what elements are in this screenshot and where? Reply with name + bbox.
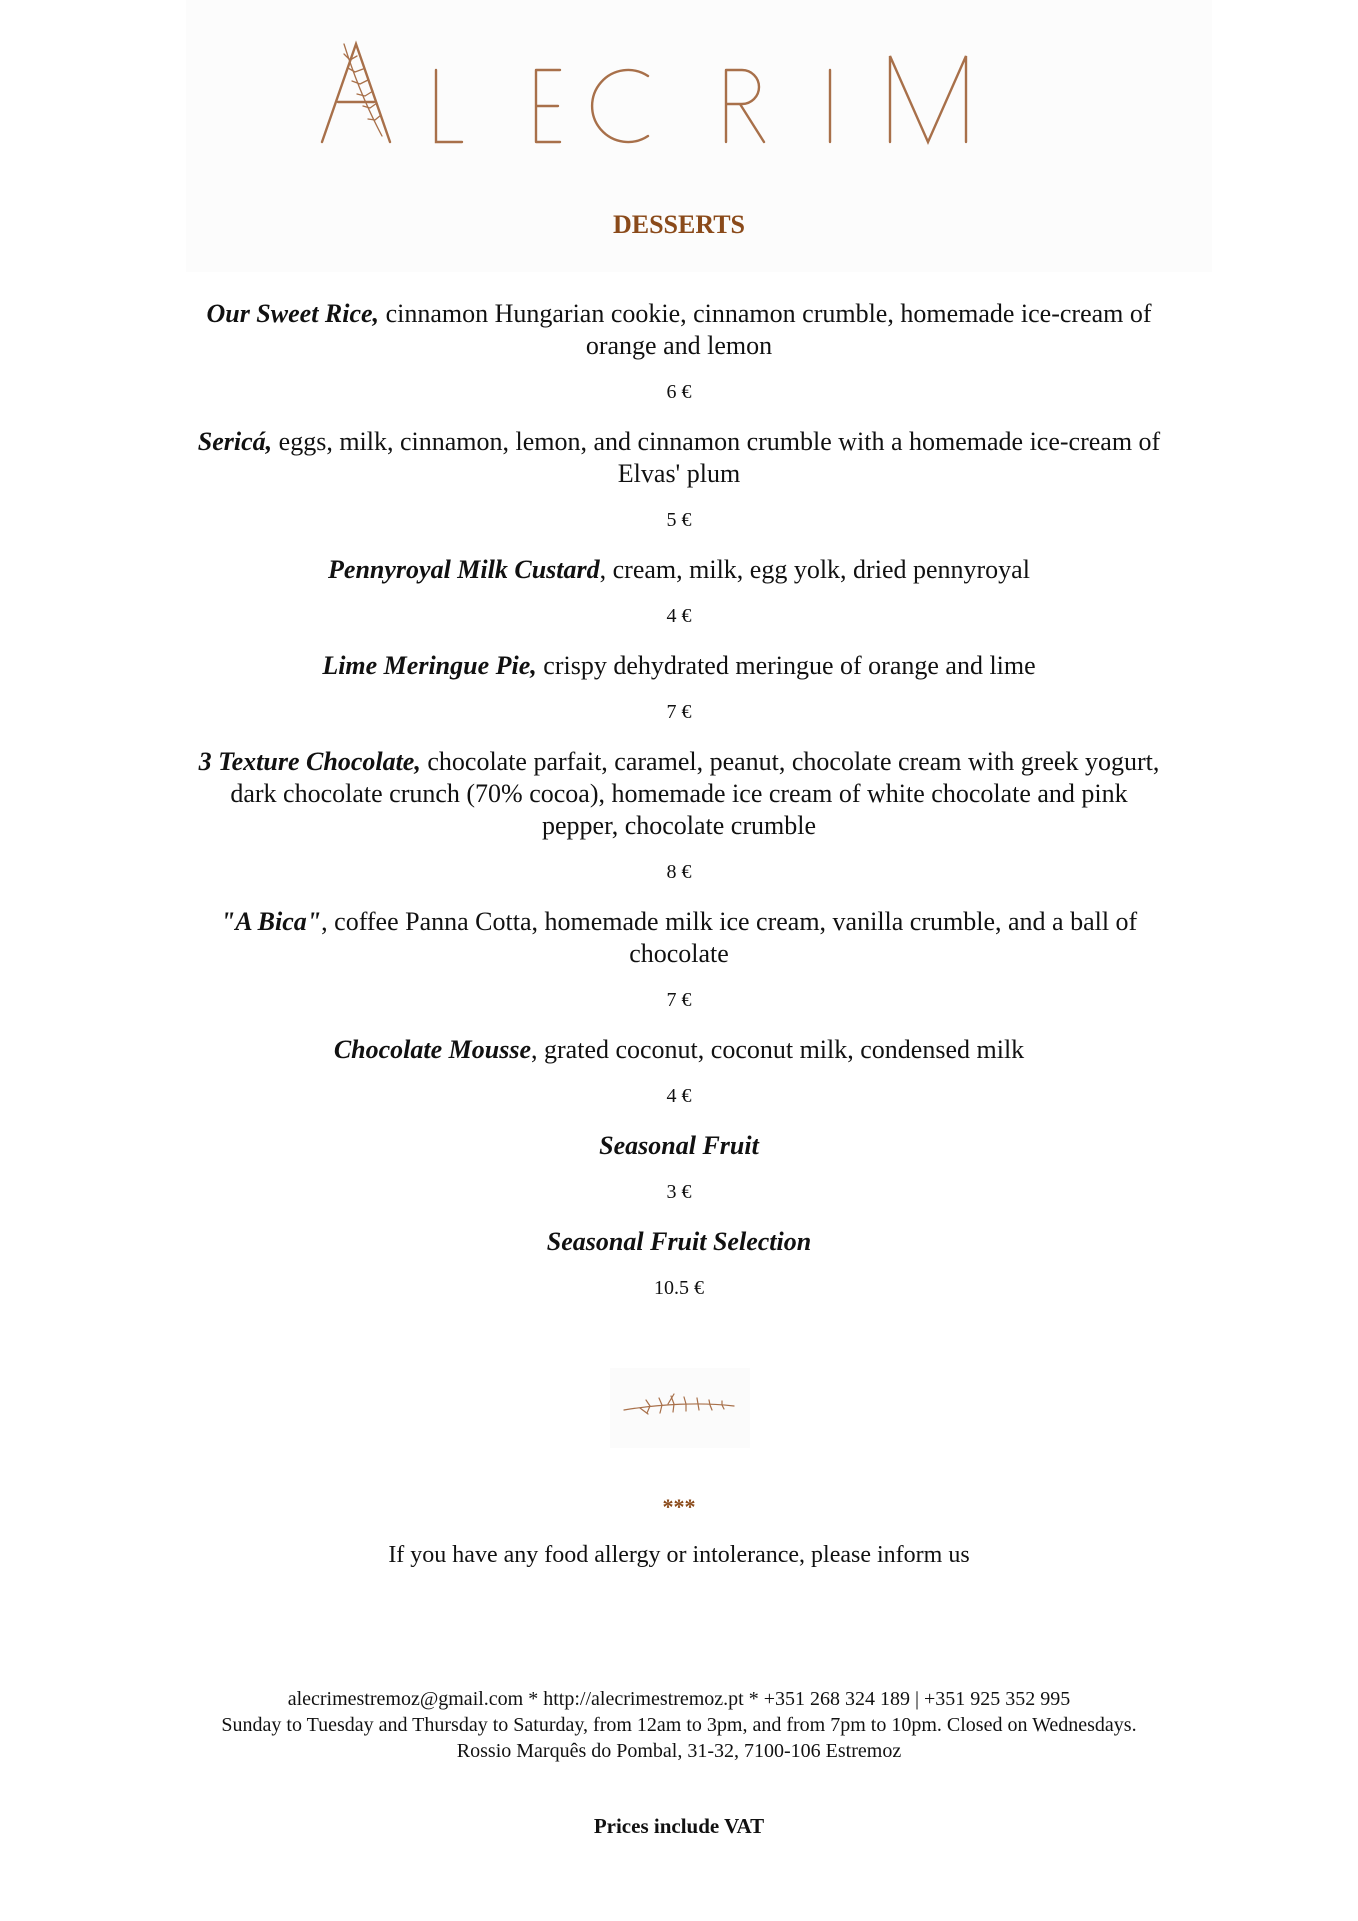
- footer-address: Rossio Marquês do Pombal, 31-32, 7100-106 Estremoz: [456, 1740, 902, 1762]
- menu-item: [190, 298, 1168, 404]
- menu-item: [190, 554, 1168, 628]
- item-price: 10.5 €: [654, 1277, 704, 1299]
- item-price: 4 €: [666, 605, 692, 627]
- menu-item: [190, 746, 1168, 884]
- item-price: 6 €: [666, 381, 692, 403]
- menu-item: [190, 1034, 1168, 1108]
- item-price: 3 €: [666, 1181, 692, 1203]
- footer-contact: alecrimestremoz@gmail.com * http://alecrimestremoz.pt * +351 268 324 189 | +351 925 352 995: [287, 1688, 1071, 1710]
- item-description: , cream, milk, egg yolk, dried pennyroyal: [599, 555, 1030, 584]
- logo-letter-m: [890, 56, 966, 142]
- item-description: crispy dehydrated meringue of orange and lime: [536, 651, 1036, 680]
- item-description: , coffee Panna Cotta, homemade milk ice cream, vanilla crumble, and a ball of chocolate: [321, 907, 1138, 968]
- logo-letters: [322, 44, 966, 142]
- rosemary-sprig-icon: [610, 1368, 750, 1448]
- allergy-note: If you have any food allergy or intolerance, please inform us: [388, 1542, 970, 1568]
- logo-letter-a: [322, 44, 390, 142]
- item-name: Lime Meringue Pie,: [322, 651, 537, 680]
- item-description: chocolate parfait, caramel, peanut, chocolate cream with greek yogurt, dark chocolate crunch (70% cocoa), homemade ice cream of white chocolate and pink pepper, chocolate crumble: [230, 747, 1160, 840]
- item-price: 5 €: [666, 509, 692, 531]
- menu-item: [190, 650, 1168, 724]
- item-name: Chocolate Mousse: [333, 1035, 532, 1064]
- logo-letter-c: [592, 70, 648, 142]
- menu-item: [190, 906, 1168, 1012]
- menu-item: [190, 1226, 1168, 1300]
- item-name: 3 Texture Chocolate,: [198, 747, 421, 776]
- item-name: Pennyroyal Milk Custard: [328, 555, 600, 584]
- item-name: Our Sweet Rice,: [206, 299, 380, 328]
- item-description: eggs, milk, cinnamon, lemon, and cinnamon crumble with a homemade ice-cream of Elvas' plum: [272, 427, 1161, 488]
- dessert-menu: [190, 298, 1168, 1322]
- vat-note: Prices include VAT: [593, 1814, 765, 1838]
- item-price: 7 €: [666, 989, 692, 1011]
- item-name: Seasonal Fruit Selection: [546, 1227, 812, 1256]
- logo-letter-l: [436, 70, 462, 142]
- alecrim-logo: [310, 36, 1090, 156]
- logo-letter-e: [536, 70, 560, 142]
- item-price: 8 €: [666, 861, 692, 883]
- item-name: "A Bica": [220, 907, 322, 936]
- footer: [205, 1686, 1153, 1764]
- item-name: Seasonal Fruit: [599, 1131, 759, 1160]
- item-description: cinnamon Hungarian cookie, cinnamon crumble, homemade ice-cream of orange and lemon: [379, 299, 1152, 360]
- item-name: Sericá,: [197, 427, 273, 456]
- menu-item: [190, 1130, 1168, 1204]
- item-description: , grated coconut, coconut milk, condensed milk: [531, 1035, 1025, 1064]
- footer-hours: Sunday to Tuesday and Thursday to Saturday, from 12am to 3pm, and from 7pm to 10pm. Closed on Wednesdays.: [221, 1714, 1137, 1736]
- logo-letter-r: [726, 70, 764, 142]
- logo-lettering: [310, 36, 1090, 156]
- item-price: 7 €: [666, 701, 692, 723]
- rosemary-sprig-icon: [344, 44, 382, 136]
- menu-item: [190, 426, 1168, 532]
- section-title: DESSERTS: [612, 210, 746, 239]
- divider-stars: ***: [662, 1494, 696, 1519]
- item-price: 4 €: [666, 1085, 692, 1107]
